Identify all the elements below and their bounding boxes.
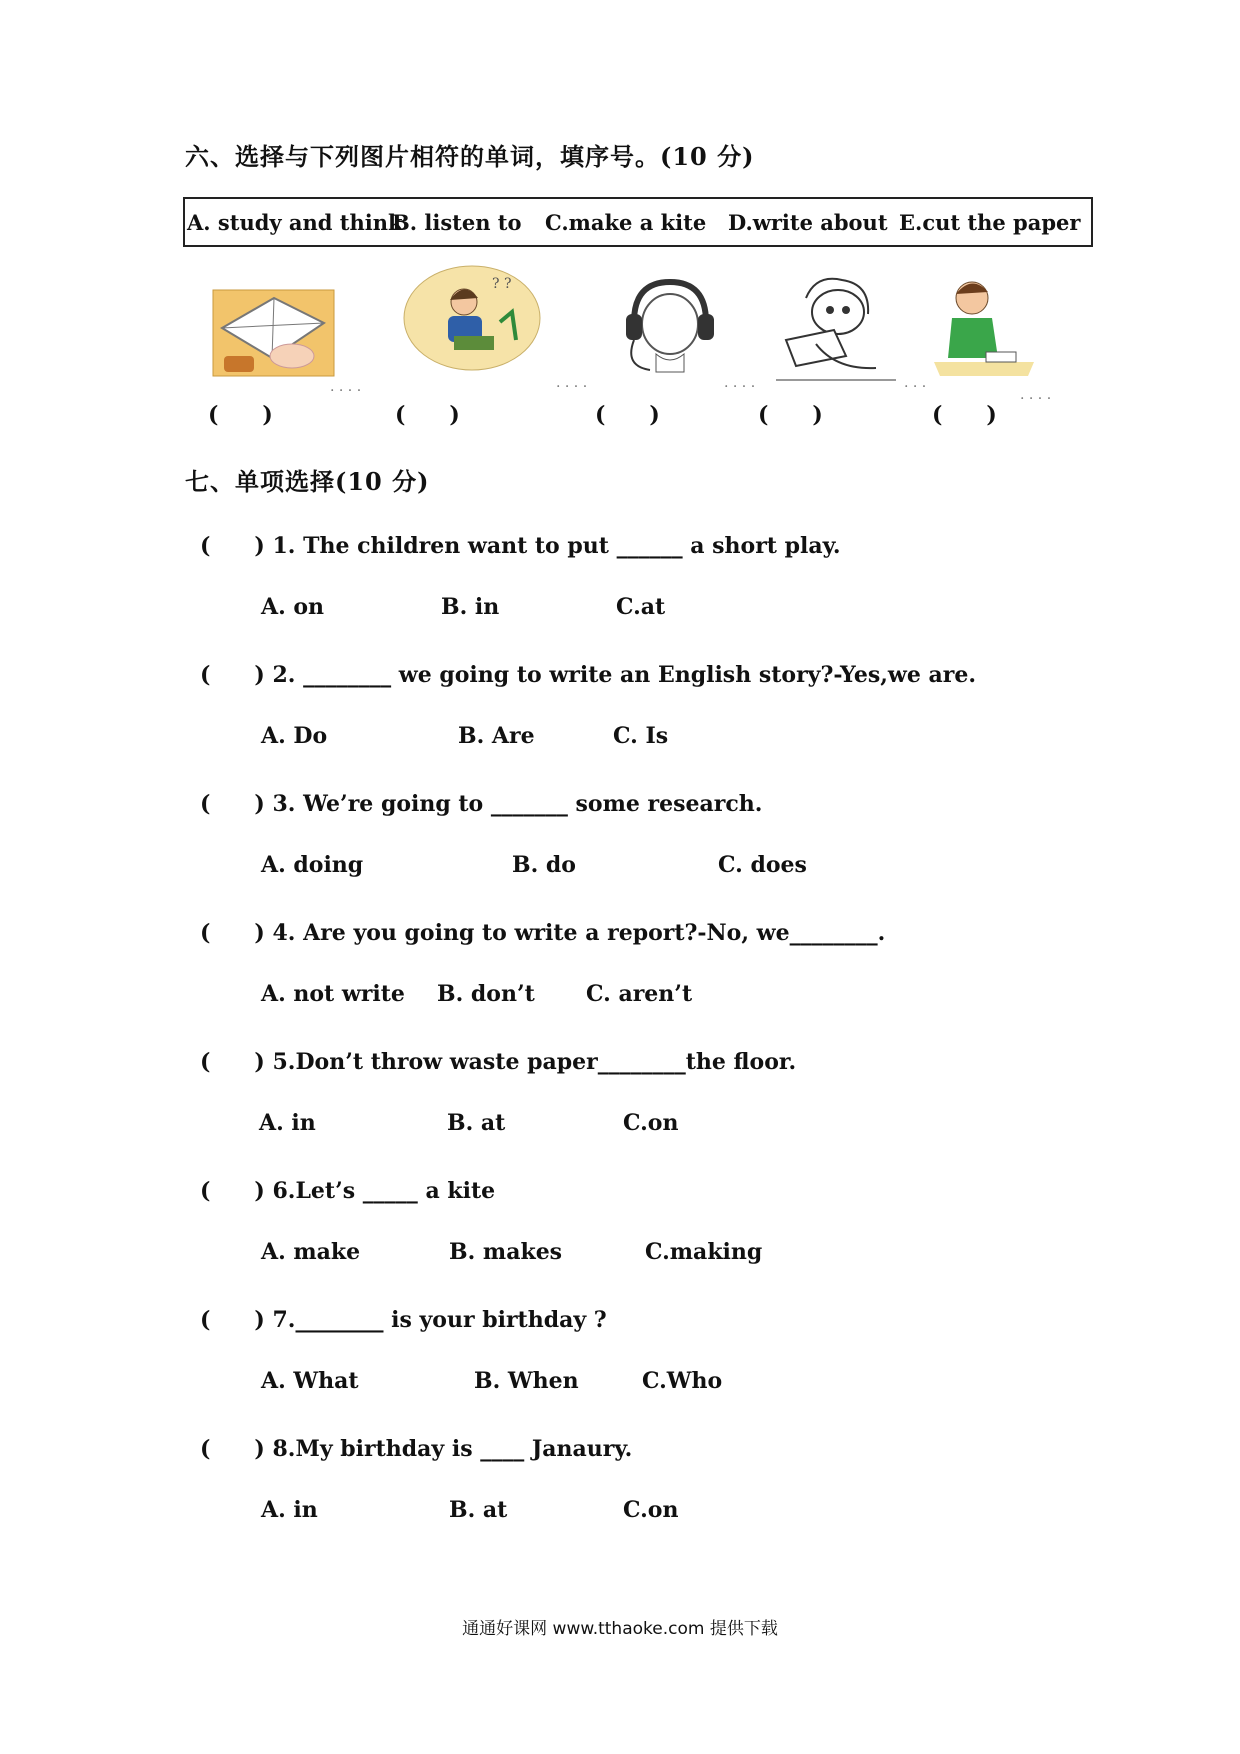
svg-text:? ?: ? ? [492,276,512,292]
girl-writing-icon [776,270,896,382]
answer-paren[interactable]: ( ) [200,533,265,559]
picture-dots: . . . . [724,375,756,391]
choice-3c: C. does [718,852,807,878]
option-b: B. listen to [392,210,522,235]
question-7 [200,1303,607,1334]
question-3 [200,787,762,818]
question-text: 2. ________ we going to write an English story?-Yes,we are. [272,662,976,688]
boy-studying-icon [928,272,1040,384]
question-text: 4. Are you going to write a report?-No, we________. [272,920,886,946]
choice-1c: C.at [616,594,666,620]
choice-6c: C.making [645,1239,763,1265]
section7-title: 七、单项选择(10 分) [185,467,430,496]
answer-paren[interactable]: ( ) [200,791,265,817]
choice-6a: A. make [261,1239,361,1265]
choice-8a: A. in [261,1497,318,1523]
answer-paren[interactable]: ( ) [200,1178,265,1204]
answer-paren-4[interactable]: ( ) [758,402,823,428]
question-text: 7.________ is your birthday ? [272,1307,607,1333]
option-c: C.make a kite [545,210,707,235]
choice-3b: B. do [512,852,576,878]
choice-4a: A. not write [261,981,405,1007]
choice-8c: C.on [623,1497,679,1523]
choice-2b: B. Are [458,723,535,749]
answer-paren-3[interactable]: ( ) [595,402,660,428]
answer-paren-2[interactable]: ( ) [395,402,460,428]
choice-6b: B. makes [449,1239,563,1265]
answer-paren[interactable]: ( ) [200,662,265,688]
question-text: 8.My birthday is ____ Janaury. [272,1436,633,1462]
answer-paren[interactable]: ( ) [200,920,265,946]
choice-5a: A. in [259,1110,316,1136]
question-2 [200,658,976,689]
choice-7c: C.Who [642,1368,723,1394]
choice-3a: A. doing [261,852,364,878]
answer-paren[interactable]: ( ) [200,1436,265,1462]
answer-paren-5[interactable]: ( ) [932,402,997,428]
choice-4c: C. aren’t [586,981,693,1007]
answer-paren-1[interactable]: ( ) [208,402,273,428]
choice-2a: A. Do [261,723,328,749]
question-text: 6.Let’s _____ a kite [272,1178,496,1204]
question-text: 5.Don’t throw waste paper________the floor. [272,1049,797,1075]
question-8 [200,1432,632,1463]
choice-2c: C. Is [613,723,669,749]
section6-title: 六、选择与下列图片相符的单词，填序号。(10 分) [185,142,755,171]
question-6 [200,1174,495,1205]
choice-5b: B. at [447,1110,506,1136]
picture-dots: . . . . [330,379,362,395]
choice-7a: A. What [261,1368,359,1394]
answer-paren[interactable]: ( ) [200,1049,265,1075]
answer-paren[interactable]: ( ) [200,1307,265,1333]
boy-reading-thinking-icon [402,262,542,374]
footer-source: 通通好课网 www.tthaoke.com 提供下载 [462,1619,778,1639]
question-text: 3. We’re going to _______ some research. [272,791,763,817]
question-1 [200,529,841,560]
option-a: A. study and think [187,210,403,235]
choice-1b: B. in [441,594,500,620]
picture-dots: . . . . [556,375,588,391]
choice-7b: B. When [474,1368,579,1394]
option-e: E.cut the paper [899,210,1081,235]
choice-4b: B. don’t [437,981,535,1007]
question-text: 1. The children want to put ______ a short play. [272,533,841,559]
picture-dots: . . . . [1020,387,1052,403]
choice-5c: C.on [623,1110,679,1136]
choice-1a: A. on [261,594,325,620]
question-5 [200,1045,796,1076]
picture-dots: . . . [904,375,927,391]
option-d: D.write about [728,210,888,235]
question-4 [200,916,885,947]
cut-paper-kite-icon [212,268,337,380]
choice-8b: B. at [449,1497,508,1523]
